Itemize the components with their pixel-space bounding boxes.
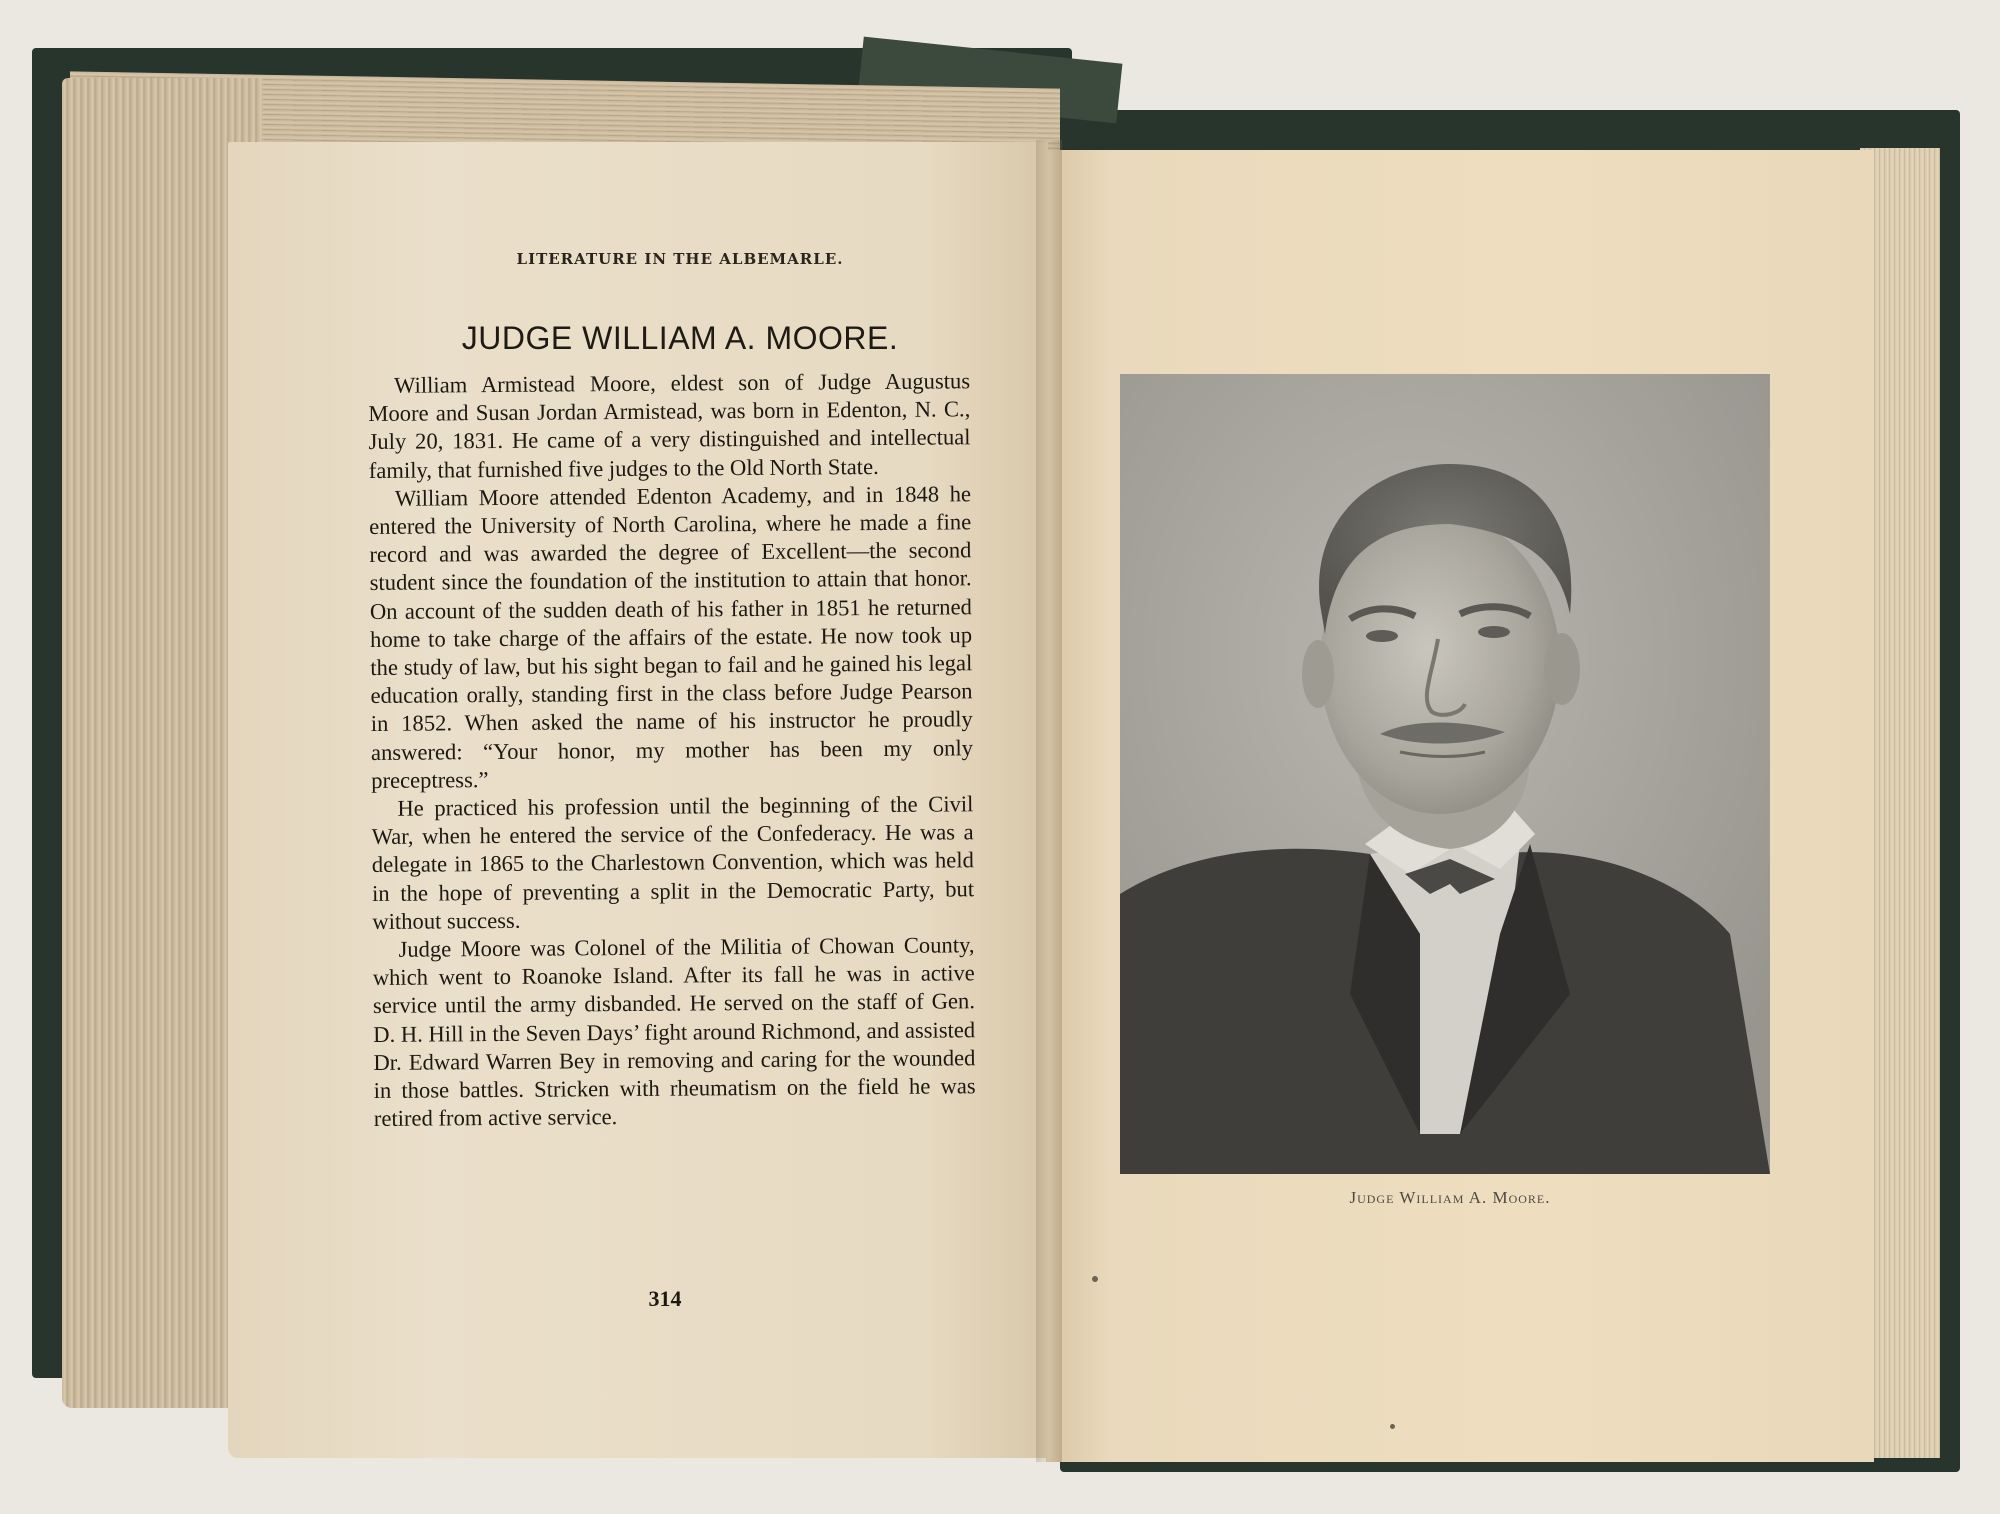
article-body	[368, 367, 976, 1133]
paragraph: William Moore attended Edenton Academy, and in 1848 he entered the University of North Carolina, where he made a fine record and was awarded the degree of Excellent—the second student since the foundation of the institution to attain that honor. On account of the sudden death of his father in 1851 he returned home to take charge of the affairs of the estate. He now took up the study of law, but his sight began to fail and he gained his legal education orally, standing first in the class before Judge Pearson in 1852. When asked the name of his instructor he proudly answered: “Your honor, my mother has been my only preceptress.”	[369, 481, 974, 793]
portrait-photo	[1120, 374, 1770, 1174]
photo-caption: Judge William A. Moore.	[1349, 1188, 1551, 1207]
page-speck	[1390, 1424, 1395, 1429]
page-speck	[1092, 1276, 1098, 1282]
paragraph: Judge Moore was Colonel of the Militia of Chowan County, which went to Roanoke Island. After its fall he was in active service until the army disbanded. He served on the staff of Gen. D. H. Hill in the Seven Days’ fight around Richmond, and assisted Dr. Edward Warren Bey in removing and caring for the wounded in those battles. Stricken with rheumatism on the field he was retired from active service.	[372, 932, 976, 1132]
article-title: JUDGE WILLIAM A. MOORE.	[461, 320, 899, 356]
paragraph: William Armistead Moore, eldest son of Judge Augustus Moore and Susan Jordan Armistead, was born in Edenton, N. C., July 20, 1831. He came of a very distinguished and intellectual family, that furnished five judges to the Old North State.	[368, 368, 971, 483]
page-number: 314	[648, 1286, 682, 1311]
paragraph: He practiced his profession until the beginning of the Civil War, when he entered the service of the Confederacy. He was a delegate in 1865 to the Charlestown Convention, which was held in the hope of preventing a split in the Democratic Party, but without success.	[371, 791, 975, 934]
running-head: LITERATURE IN THE ALBEMARLE.	[516, 250, 844, 268]
